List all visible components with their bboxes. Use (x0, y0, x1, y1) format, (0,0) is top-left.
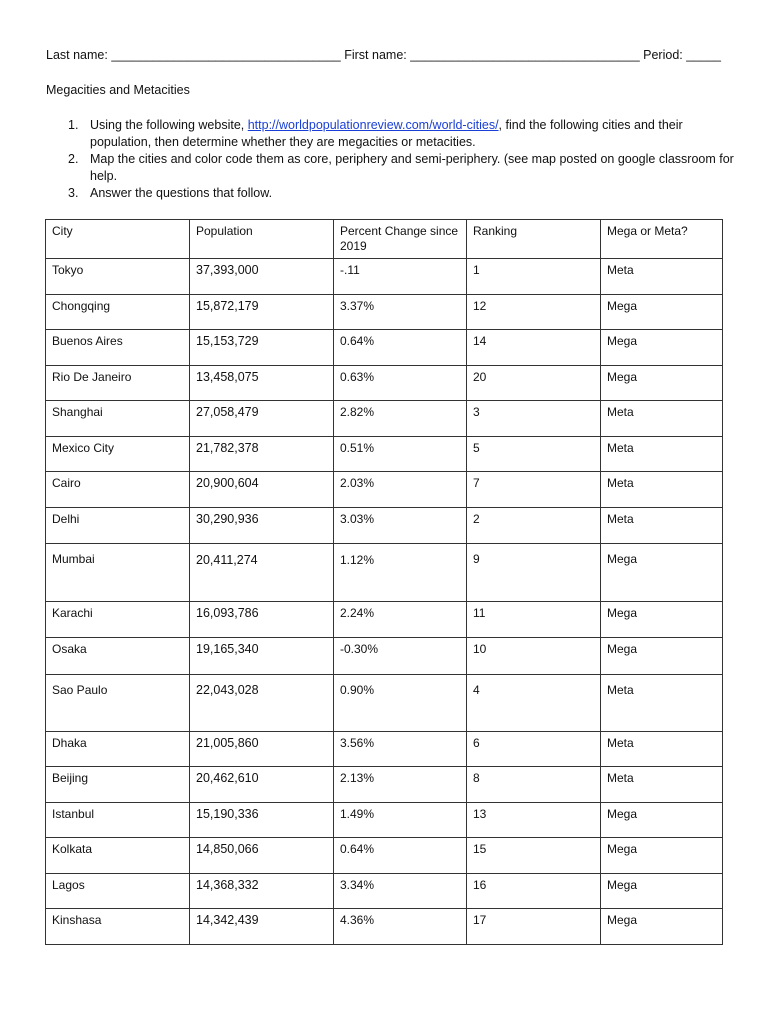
city-cell: Rio De Janeiro (46, 366, 190, 401)
mega-meta-cell: Meta (601, 401, 723, 437)
header-ranking: Ranking (467, 220, 601, 259)
first-name-field[interactable]: _________________________________ (410, 48, 640, 62)
instruction-number: 1. (68, 118, 79, 132)
header-percent-change: Percent Change since 2019 (334, 220, 467, 259)
header-population: Population (190, 220, 334, 259)
table-row (46, 437, 723, 472)
table-row (46, 401, 723, 437)
instruction-item-1 (46, 117, 736, 151)
population-cell: 21,782,378 (190, 437, 334, 472)
document-title: Megacities and Metacities (46, 83, 190, 97)
table-row (46, 472, 723, 508)
table-row (46, 330, 723, 366)
city-cell: Sao Paulo (46, 675, 190, 732)
ranking-cell: 7 (467, 472, 601, 508)
city-cell: Istanbul (46, 803, 190, 838)
change-cell: 1.12% (334, 544, 467, 602)
population-cell: 13,458,075 (190, 366, 334, 401)
population-cell: 21,005,860 (190, 732, 334, 767)
instruction-text: Answer the questions that follow. (90, 186, 273, 200)
ranking-cell: 16 (467, 874, 601, 909)
mega-meta-cell: Mega (601, 909, 723, 945)
mega-meta-cell: Meta (601, 437, 723, 472)
ranking-cell: 15 (467, 838, 601, 874)
last-name-label: Last name: (46, 48, 108, 62)
change-cell: -0.30% (334, 638, 467, 675)
ranking-cell: 3 (467, 401, 601, 437)
mega-meta-cell: Meta (601, 767, 723, 803)
population-cell: 37,393,000 (190, 259, 334, 295)
city-cell: Karachi (46, 602, 190, 638)
instruction-number: 3. (68, 186, 79, 200)
population-cell: 22,043,028 (190, 675, 334, 732)
table-row (46, 366, 723, 401)
city-cell: Kolkata (46, 838, 190, 874)
table-row (46, 638, 723, 675)
city-cell: Tokyo (46, 259, 190, 295)
ranking-cell: 4 (467, 675, 601, 732)
header-city: City (46, 220, 190, 259)
mega-meta-cell: Mega (601, 295, 723, 330)
city-cell: Osaka (46, 638, 190, 675)
change-cell: 3.37% (334, 295, 467, 330)
mega-meta-cell: Mega (601, 330, 723, 366)
ranking-cell: 17 (467, 909, 601, 945)
population-cell: 14,368,332 (190, 874, 334, 909)
change-cell: 0.63% (334, 366, 467, 401)
ranking-cell: 8 (467, 767, 601, 803)
ranking-cell: 1 (467, 259, 601, 295)
ranking-cell: 2 (467, 508, 601, 544)
population-cell: 14,850,066 (190, 838, 334, 874)
instruction-text: Map the cities and color code them as core, periphery and semi-periphery. (see map posted on google classroom for help. (90, 152, 734, 183)
instruction-item-2 (46, 151, 736, 185)
instruction-item-3 (46, 185, 736, 202)
ranking-cell: 5 (467, 437, 601, 472)
ranking-cell: 13 (467, 803, 601, 838)
table-row (46, 803, 723, 838)
change-cell: -.11 (334, 259, 467, 295)
population-cell: 15,190,336 (190, 803, 334, 838)
mega-meta-cell: Mega (601, 838, 723, 874)
mega-meta-cell: Meta (601, 472, 723, 508)
population-cell: 14,342,439 (190, 909, 334, 945)
mega-meta-cell: Mega (601, 638, 723, 675)
last-name-field[interactable]: _________________________________ (111, 48, 341, 62)
city-cell: Mexico City (46, 437, 190, 472)
city-cell: Dhaka (46, 732, 190, 767)
period-label: Period: (643, 48, 683, 62)
change-cell: 0.64% (334, 330, 467, 366)
ranking-cell: 10 (467, 638, 601, 675)
table-row (46, 508, 723, 544)
city-cell: Chongqing (46, 295, 190, 330)
first-name-label: First name: (344, 48, 407, 62)
mega-meta-cell: Meta (601, 259, 723, 295)
city-cell: Shanghai (46, 401, 190, 437)
mega-meta-cell: Mega (601, 544, 723, 602)
population-cell: 20,411,274 (190, 544, 334, 602)
instruction-text: Using the following website, (90, 118, 248, 132)
table-header-row (46, 220, 723, 259)
change-cell: 1.49% (334, 803, 467, 838)
website-link[interactable]: http://worldpopulationreview.com/world-cities/ (247, 118, 499, 132)
instruction-text: , find the following cities and their population, then determine whether they are megacities or metacities. (90, 118, 683, 149)
mega-meta-cell: Meta (601, 732, 723, 767)
mega-meta-cell: Mega (601, 874, 723, 909)
change-cell: 0.90% (334, 675, 467, 732)
ranking-cell: 12 (467, 295, 601, 330)
city-cell: Buenos Aires (46, 330, 190, 366)
ranking-cell: 9 (467, 544, 601, 602)
table-row (46, 909, 723, 945)
change-cell: 3.34% (334, 874, 467, 909)
table-row (46, 675, 723, 732)
mega-meta-cell: Meta (601, 675, 723, 732)
city-cell: Delhi (46, 508, 190, 544)
city-cell: Beijing (46, 767, 190, 803)
population-cell: 15,153,729 (190, 330, 334, 366)
instruction-number: 2. (68, 152, 79, 166)
population-cell: 30,290,936 (190, 508, 334, 544)
ranking-cell: 6 (467, 732, 601, 767)
mega-meta-cell: Mega (601, 803, 723, 838)
period-field[interactable]: _____ (686, 48, 721, 62)
table-row (46, 874, 723, 909)
population-cell: 19,165,340 (190, 638, 334, 675)
table-row (46, 259, 723, 295)
table-row (46, 732, 723, 767)
header-mega-or-meta: Mega or Meta? (601, 220, 723, 259)
cities-table (45, 219, 723, 945)
change-cell: 0.51% (334, 437, 467, 472)
change-cell: 3.03% (334, 508, 467, 544)
city-cell: Cairo (46, 472, 190, 508)
mega-meta-cell: Mega (601, 366, 723, 401)
population-cell: 20,462,610 (190, 767, 334, 803)
ranking-cell: 14 (467, 330, 601, 366)
change-cell: 2.13% (334, 767, 467, 803)
change-cell: 2.24% (334, 602, 467, 638)
city-cell: Mumbai (46, 544, 190, 602)
city-cell: Lagos (46, 874, 190, 909)
population-cell: 16,093,786 (190, 602, 334, 638)
population-cell: 15,872,179 (190, 295, 334, 330)
table-row (46, 544, 723, 602)
table-row (46, 767, 723, 803)
table-row (46, 295, 723, 330)
change-cell: 3.56% (334, 732, 467, 767)
change-cell: 2.82% (334, 401, 467, 437)
population-cell: 20,900,604 (190, 472, 334, 508)
change-cell: 4.36% (334, 909, 467, 945)
table-row (46, 602, 723, 638)
table-row (46, 838, 723, 874)
ranking-cell: 11 (467, 602, 601, 638)
population-cell: 27,058,479 (190, 401, 334, 437)
city-cell: Kinshasa (46, 909, 190, 945)
student-info-line (46, 48, 726, 62)
change-cell: 2.03% (334, 472, 467, 508)
mega-meta-cell: Mega (601, 602, 723, 638)
change-cell: 0.64% (334, 838, 467, 874)
ranking-cell: 20 (467, 366, 601, 401)
instructions-list (46, 117, 736, 202)
mega-meta-cell: Meta (601, 508, 723, 544)
